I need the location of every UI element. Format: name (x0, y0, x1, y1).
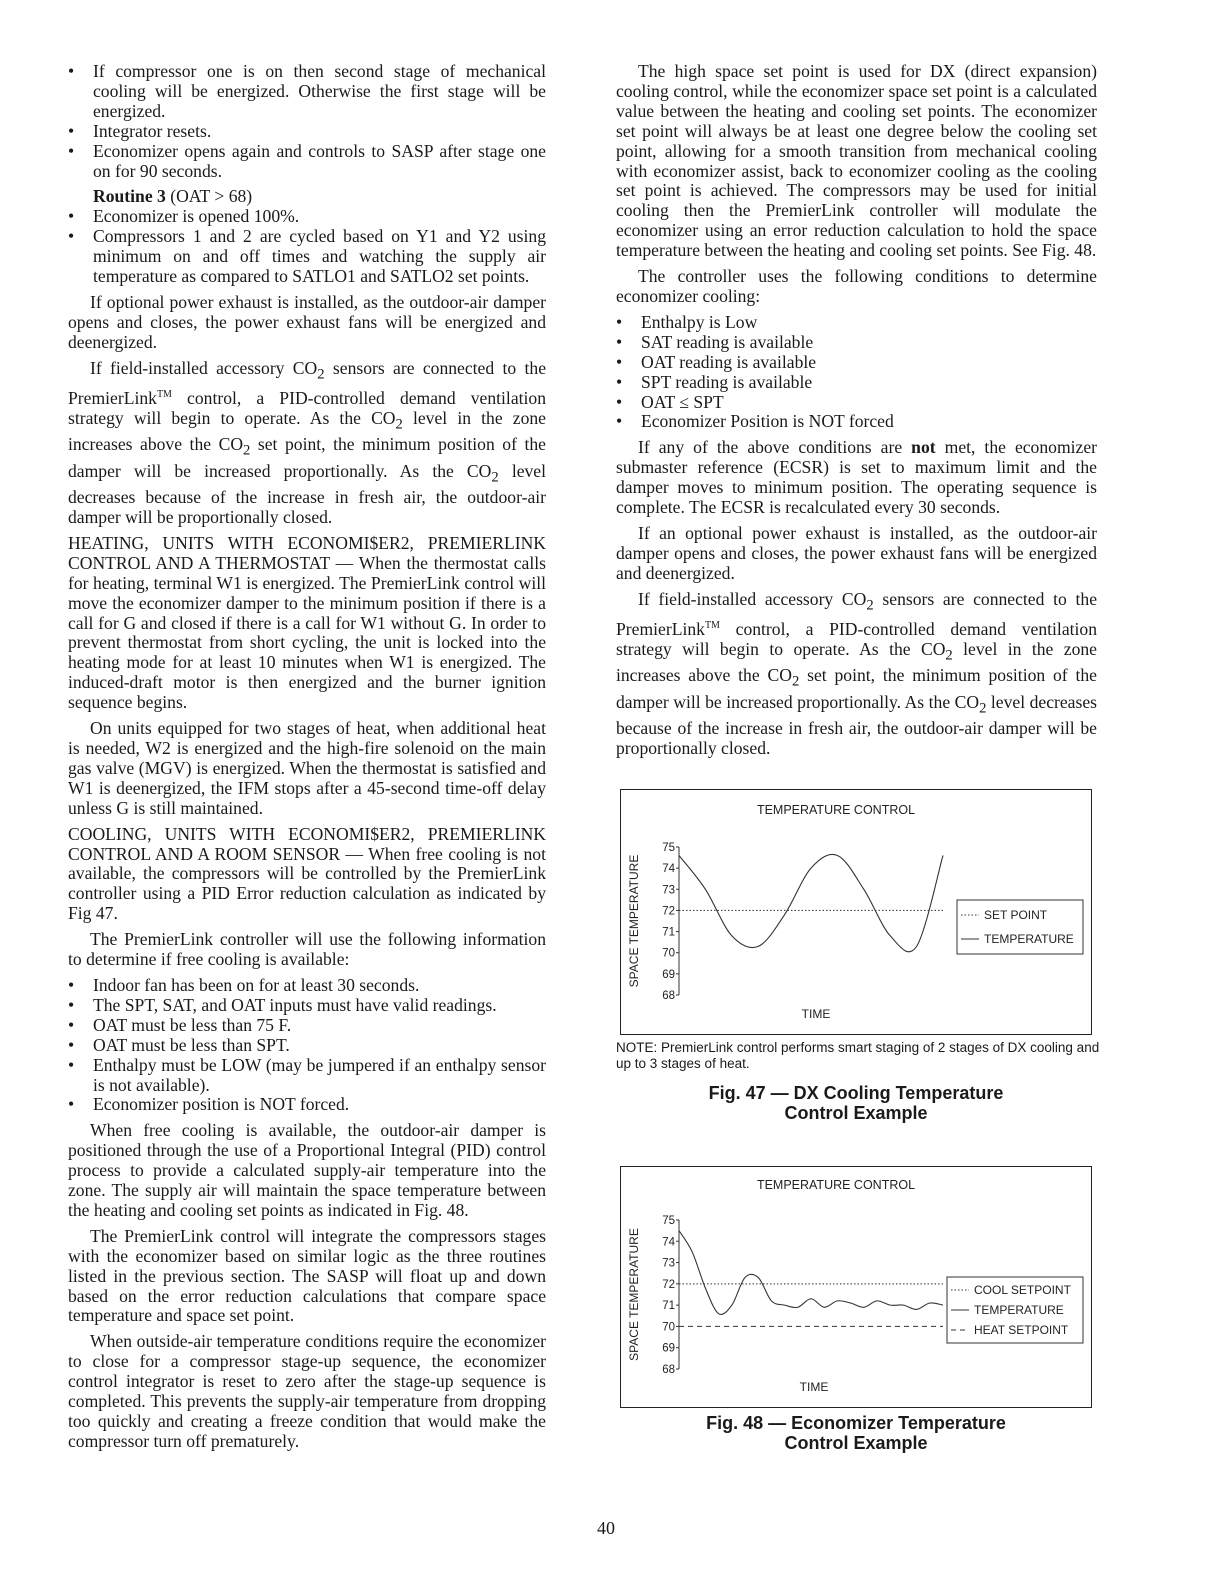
legend-label: COOL SETPOINT (974, 1283, 1071, 1297)
trademark: TM (704, 620, 720, 632)
series-temperature (679, 854, 943, 951)
fig48-chart-box (620, 1166, 1092, 1408)
text-run: If field-installed accessory CO (90, 357, 318, 378)
text-run: set point, the minimum position of the damper will be increased proportionally. As the CO (68, 434, 546, 481)
text-run: sensors are connected to the PremierLink (68, 357, 546, 408)
bullet-list-routine3 (68, 207, 546, 287)
free-cooling-paragraph: When free cooling is available, the outdoor-air damper is positioned through the use of a Proportional Integral (PID) control process to provide a calculated supply-air temperature into the zone. The supply air will maintain the space temperature between the heating and cooling set points as indicated in Fig. 48. (68, 1120, 546, 1220)
right-column (616, 62, 1097, 765)
text-run: control, a PID-controlled demand ventilation strategy will begin to operate. As the CO (68, 387, 546, 428)
chart-title: TEMPERATURE CONTROL (756, 803, 916, 817)
y-tick-label: 72 (662, 1278, 675, 1291)
fig47-caption-line2: Control Example (784, 1103, 928, 1123)
power-exhaust-paragraph: If an optional power exhaust is installed, as the outdoor-air damper opens and closes, the power exhaust fans will be energized and deenergized. (616, 522, 1097, 583)
list-item: • Economizer opens again and controls to SASP after stage one on for 90 seconds. (68, 142, 546, 182)
not-met-paragraph (616, 438, 1097, 518)
fig48-caption (616, 1413, 1096, 1453)
chart-title: TEMPERATURE CONTROL (756, 1178, 916, 1192)
text-run: If field-installed accessory CO (638, 588, 867, 609)
co2-paragraph (616, 590, 1097, 759)
text-run: level decreases because of the increase in fresh air, the outdoor-air damper will be proportionally closed. (616, 691, 1097, 759)
power-exhaust-paragraph: If optional power exhaust is installed, as the outdoor-air damper opens and closes, the power exhaust fans will be energized and deenergized. (68, 291, 546, 352)
y-tick-label: 73 (662, 1257, 675, 1270)
y-tick-label: 75 (662, 842, 675, 854)
y-tick-label: 72 (662, 905, 675, 918)
subscript: 2 (395, 416, 403, 433)
text-run: level in the zone increases above the CO (68, 407, 546, 455)
list-item: • The SPT, SAT, and OAT inputs must have valid readings. (68, 996, 546, 1016)
fig48-caption-line1: Fig. 48 — Economizer Temperature (706, 1413, 1006, 1433)
y-tick-label: 71 (662, 1300, 675, 1313)
economizer-conditions-list (616, 313, 1097, 432)
list-item: • Economizer Position is NOT forced (616, 412, 1097, 432)
subscript: 2 (866, 597, 874, 614)
list-item: • Economizer position is NOT forced. (68, 1095, 546, 1115)
fig47-note: NOTE: PremierLink control performs smart staging of 2 stages of DX cooling and up to 3 stages of heat. (616, 1040, 1100, 1071)
fig47-caption-line1: Fig. 47 — DX Cooling Temperature (708, 1083, 1004, 1103)
y-tick-label: 74 (662, 1236, 675, 1249)
legend-label: SET POINT (984, 908, 1048, 922)
y-tick-label: 70 (662, 947, 675, 960)
text-run: If any of the above conditions are (638, 437, 912, 458)
y-tick-label: 70 (662, 1321, 675, 1334)
routine-3-condition: (OAT > 68) (165, 186, 253, 207)
list-item: • Economizer is opened 100%. (68, 207, 546, 227)
fig47-chart (621, 790, 1091, 1034)
list-item: • SPT reading is available (616, 373, 1097, 393)
y-tick-label: 69 (662, 968, 675, 981)
subscript: 2 (317, 366, 325, 383)
list-item: • OAT must be less than 75 F. (68, 1016, 546, 1036)
text-run: set point, the minimum position of the damper will be increased proportionally. As the CO (616, 665, 1097, 712)
fig48-chart (621, 1167, 1091, 1407)
subscript: 2 (979, 700, 987, 717)
list-item: • OAT ≤ SPT (616, 393, 1097, 413)
series-temperature (679, 1231, 943, 1315)
subscript: 2 (791, 673, 800, 690)
conditions-intro-paragraph: The controller uses the following conditions to determine economizer cooling: (616, 266, 1097, 306)
y-tick-label: 73 (662, 884, 675, 897)
list-item: • Enthalpy is Low (616, 313, 1097, 333)
x-axis-label: TIME (801, 1007, 831, 1021)
trademark: TM (156, 389, 172, 401)
integrate-paragraph: The PremierLink control will integrate the compressors stages with the economizer based on similar logic as the three routines listed in the previous section. The SASP will float up and down based on the error reduction calculations that compare space temperature and space set point. (68, 1225, 546, 1326)
y-axis-label: SPACE TEMPERATURE (627, 854, 641, 988)
left-column (68, 62, 546, 1458)
routine-3-heading (68, 187, 546, 207)
high-space-setpoint-paragraph: The high space set point is used for DX (direct expansion) cooling control, while the economizer space set point is a calculated value between the heating and cooling set points. The economizer set point will always be at least one degree below the cooling set point, allowing for a smooth transition from mechanical cooling with economizer assist, back to economizer cooling as the cooling set point is achieved. The compressors may be used for initial cooling then the PremierLink controller will modulate the economizer using an error reduction calculation to hold the space temperature between the heating and cooling set points. See Fig. 48. (616, 61, 1097, 261)
outside-air-paragraph: When outside-air temperature conditions require the economizer to close for a compressor stage-up sequence, the economizer control integrator is reset to zero after the stage-up sequence is completed. This prevents the supply-air temperature from dropping too quickly and creating a freeze condition that would make the compressor turn off prematurely. (68, 1331, 546, 1451)
legend-label: TEMPERATURE (974, 1303, 1064, 1317)
y-tick-label: 74 (662, 863, 675, 876)
fig47-caption (616, 1083, 1096, 1123)
free-cooling-info-paragraph: The PremierLink controller will use the following information to determine if free cooling is available: (68, 929, 546, 970)
x-axis-label: TIME (799, 1380, 829, 1394)
two-stage-heat-paragraph: On units equipped for two stages of heat, when additional heat is needed, W2 is energized and the high-fire solenoid on the main gas valve (MGV) is energized. When the thermostat is satisfied and W1 is deenergized, the IFM stops after a 45-second time-off delay unless G is still maintained. (68, 718, 546, 818)
fig47-chart-box (620, 789, 1092, 1035)
cooling-section: COOLING, UNITS WITH ECONOMI$ER2, PREMIERLINK CONTROL AND A ROOM SENSOR — When free cooling is not available, the compressors will be controlled by the PremierLink controller using a PID Error reduction calculation as indicated by Fig 47. (68, 823, 546, 924)
y-axis-label: SPACE TEMPERATURE (627, 1228, 641, 1361)
list-item: • Indoor fan has been on for at least 30 seconds. (68, 976, 546, 996)
subscript: 2 (491, 469, 499, 486)
list-item: • OAT must be less than SPT. (68, 1036, 546, 1056)
free-cooling-conditions (68, 976, 546, 1115)
text-run: met, the economizer submaster reference (ECSR) is set to maximum limit and the damper moves to minimum position. The operating sequence is complete. The ECSR is recalculated every 30 seconds. (616, 437, 1097, 518)
y-tick-label: 75 (662, 1215, 675, 1227)
text-run: sensors are connected to the PremierLink (616, 588, 1097, 639)
bullet-list-routine2 (68, 62, 546, 181)
y-tick-label: 71 (662, 926, 675, 939)
subscript: 2 (945, 647, 953, 664)
list-item: • OAT reading is available (616, 353, 1097, 373)
y-tick-label: 68 (662, 1364, 675, 1376)
list-item: • Compressors 1 and 2 are cycled based on Y1 and Y2 using minimum on and off times and watching the supply air temperature as compared to SATLO1 and SATLO2 set points. (68, 227, 546, 287)
list-item: • SAT reading is available (616, 333, 1097, 353)
list-item: • Integrator resets. (68, 122, 546, 142)
emphasis: not (911, 437, 936, 458)
fig48-caption-line2: Control Example (784, 1433, 928, 1453)
text-run: control, a PID-controlled demand ventilation strategy will begin to operate. As the CO (616, 618, 1097, 659)
legend-label: HEAT SETPOINT (974, 1323, 1069, 1337)
text-run: level decreases because of the increase in fresh air, the outdoor-air damper will be proportionally closed. (68, 460, 547, 528)
heating-section: HEATING, UNITS WITH ECONOMI$ER2, PREMIERLINK CONTROL AND A THERMOSTAT — When the thermostat calls for heating, terminal W1 is energized. The PremierLink control will move the economizer damper to the minimum position if there is a call for G and closed if there is a call for W1 without G. In order to prevent thermostat from short cycling, the unit is locked into the heating mode for at least 10 minutes when W1 is energized. The induced-draft motor is then energized and the burner ignition sequence begins. (68, 532, 546, 713)
co2-paragraph (68, 359, 546, 528)
list-item: • If compressor one is on then second stage of mechanical cooling will be energized. Otherwise the first stage will be energized. (68, 62, 546, 122)
y-tick-label: 69 (662, 1342, 675, 1355)
list-item: • Enthalpy must be LOW (may be jumpered if an enthalpy sensor is not available). (68, 1056, 546, 1096)
legend-label: TEMPERATURE (984, 932, 1074, 946)
y-tick-label: 68 (662, 990, 675, 1002)
text-run: level in the zone increases above the CO (616, 638, 1097, 686)
routine-3-label: Routine 3 (93, 186, 166, 207)
subscript: 2 (243, 442, 251, 459)
page-number: 40 (597, 1518, 615, 1538)
